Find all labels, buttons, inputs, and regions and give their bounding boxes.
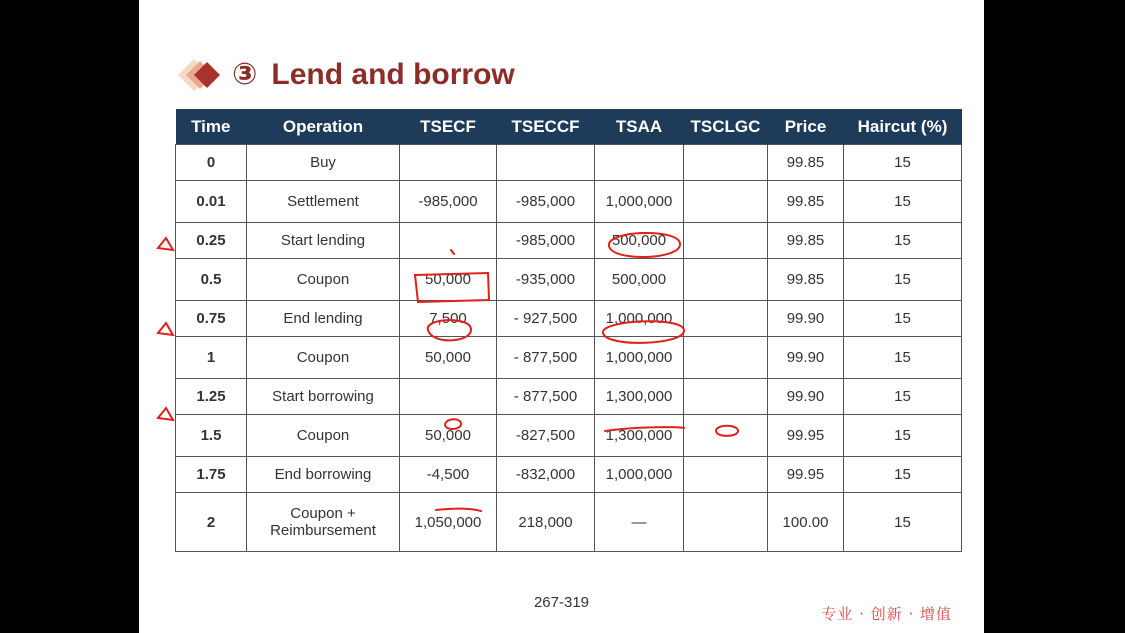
cell-haircut: 15: [844, 493, 962, 552]
cell-haircut: 15: [844, 145, 962, 181]
cell-tseccf: - 877,500: [497, 379, 595, 415]
cell-tseccf: 218,000: [497, 493, 595, 552]
cell-tseccf: - 927,500: [497, 301, 595, 337]
cell-haircut: 15: [844, 301, 962, 337]
section-number: ③: [232, 57, 258, 92]
cell-tsclgc: [684, 415, 768, 457]
cell-tsaa: 1,300,000: [595, 415, 684, 457]
cell-tsclgc: [684, 379, 768, 415]
table-row: [176, 493, 962, 552]
table-row: [176, 181, 962, 223]
cell-price: 99.85: [768, 223, 844, 259]
header-operation: Operation: [247, 109, 400, 145]
cell-tseccf: -935,000: [497, 259, 595, 301]
cell-haircut: 15: [844, 259, 962, 301]
slogan: 专业 · 创新 · 增值: [821, 605, 952, 623]
cell-tsecf: 50,000: [400, 415, 497, 457]
cell-tseccf: -985,000: [497, 223, 595, 259]
cell-tsaa: 1,000,000: [595, 181, 684, 223]
cell-haircut: 15: [844, 223, 962, 259]
cell-tsclgc: [684, 493, 768, 552]
cell-price: 99.85: [768, 259, 844, 301]
header-haircut: Haircut (%): [844, 109, 962, 145]
cell-tsaa: 1,300,000: [595, 379, 684, 415]
cell-time: 1.25: [176, 379, 247, 415]
cell-tsclgc: [684, 301, 768, 337]
cell-operation: Coupon: [247, 259, 400, 301]
cell-haircut: 15: [844, 337, 962, 379]
header-tsecf: TSECF: [400, 109, 497, 145]
cell-tsaa: 500,000: [595, 259, 684, 301]
cell-tseccf: - 877,500: [497, 337, 595, 379]
cell-price: 99.90: [768, 379, 844, 415]
cell-operation: Start borrowing: [247, 379, 400, 415]
table-row: [176, 415, 962, 457]
cell-time: 1.5: [176, 415, 247, 457]
cell-operation: Settlement: [247, 181, 400, 223]
cell-operation: End borrowing: [247, 457, 400, 493]
cell-tsecf: 50,000: [400, 259, 497, 301]
cell-operation: Coupon: [247, 415, 400, 457]
title-row: [164, 52, 515, 98]
cell-price: 99.90: [768, 337, 844, 379]
cell-price: 99.90: [768, 301, 844, 337]
cell-price: 99.95: [768, 457, 844, 493]
cell-time: 1.75: [176, 457, 247, 493]
table-row: [176, 223, 962, 259]
cell-tsecf: -985,000: [400, 181, 497, 223]
cell-tsclgc: [684, 457, 768, 493]
cell-price: 99.95: [768, 415, 844, 457]
slide-title: Lend and borrow: [271, 58, 515, 91]
cell-tsclgc: [684, 223, 768, 259]
cell-time: 0.01: [176, 181, 247, 223]
data-table-wrapper: [175, 109, 961, 552]
cell-tsclgc: [684, 259, 768, 301]
table-row: [176, 457, 962, 493]
cell-tsecf: [400, 145, 497, 181]
cell-haircut: 15: [844, 181, 962, 223]
cell-tseccf: -827,500: [497, 415, 595, 457]
cell-haircut: 15: [844, 379, 962, 415]
cell-tsecf: 1,050,000: [400, 493, 497, 552]
cell-tsecf: -4,500: [400, 457, 497, 493]
cell-tseccf: [497, 145, 595, 181]
header-tsaa: TSAA: [595, 109, 684, 145]
header-price: Price: [768, 109, 844, 145]
cell-time: 0: [176, 145, 247, 181]
cell-operation: Buy: [247, 145, 400, 181]
table-header-row: [176, 109, 962, 145]
cell-tseccf: -832,000: [497, 457, 595, 493]
slide: [139, 0, 984, 633]
cell-time: 0.5: [176, 259, 247, 301]
cell-operation: Coupon + Reimbursement: [247, 493, 400, 552]
header-tseccf: TSECCF: [497, 109, 595, 145]
cell-tsaa: 1,000,000: [595, 337, 684, 379]
table-row: [176, 259, 962, 301]
cell-tsaa: 1,000,000: [595, 457, 684, 493]
cell-operation: Start lending: [247, 223, 400, 259]
page-number: 267-319: [533, 594, 590, 611]
cell-price: 100.00: [768, 493, 844, 552]
cell-tsecf: 50,000: [400, 337, 497, 379]
cell-operation: End lending: [247, 301, 400, 337]
cell-haircut: 15: [844, 415, 962, 457]
header-time: Time: [176, 109, 247, 145]
cell-price: 99.85: [768, 145, 844, 181]
cell-operation: Coupon: [247, 337, 400, 379]
cell-tsaa: [595, 145, 684, 181]
cell-tsaa: 1,000,000: [595, 301, 684, 337]
cell-haircut: 15: [844, 457, 962, 493]
table-row: [176, 379, 962, 415]
lend-borrow-table: [175, 109, 962, 552]
cell-time: 2: [176, 493, 247, 552]
cell-tsaa: —: [595, 493, 684, 552]
table-row: [176, 301, 962, 337]
cell-tsaa: 500,000: [595, 223, 684, 259]
cell-tsecf: 7,500: [400, 301, 497, 337]
cell-tsecf: [400, 223, 497, 259]
table-row: [176, 337, 962, 379]
cell-price: 99.85: [768, 181, 844, 223]
cell-tsclgc: [684, 145, 768, 181]
diamond-bullet-icon: [164, 55, 226, 95]
table-row: [176, 145, 962, 181]
cell-tsecf: [400, 379, 497, 415]
cell-time: 0.75: [176, 301, 247, 337]
cell-tsclgc: [684, 337, 768, 379]
cell-tsclgc: [684, 181, 768, 223]
cell-time: 1: [176, 337, 247, 379]
cell-time: 0.25: [176, 223, 247, 259]
cell-tseccf: -985,000: [497, 181, 595, 223]
header-tsclgc: TSCLGC: [684, 109, 768, 145]
